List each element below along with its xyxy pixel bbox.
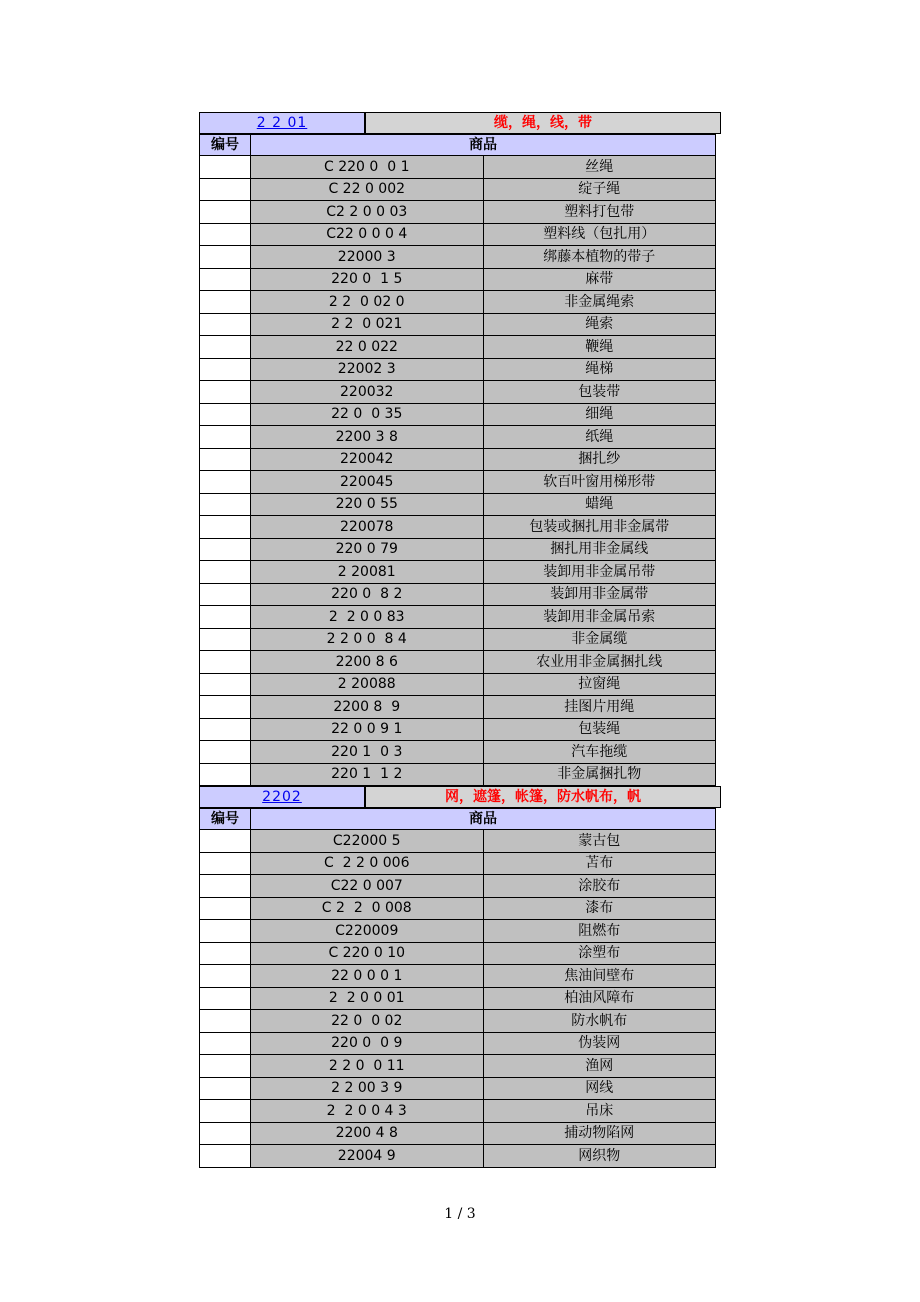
- goods-code-cell: 22 0 0 35: [251, 403, 484, 426]
- table-row: [200, 313, 716, 336]
- row-number-cell: [200, 696, 251, 719]
- goods-code-cell: 22 0 022: [251, 336, 484, 359]
- goods-name-cell: 包装带: [483, 381, 716, 404]
- row-number-cell: [200, 358, 251, 381]
- goods-table: [199, 134, 716, 786]
- row-number-cell: [200, 1010, 251, 1033]
- section-2202: [199, 786, 721, 1168]
- table-row: [200, 246, 716, 269]
- goods-name-cell: 鞭绳: [483, 336, 716, 359]
- row-number-cell: [200, 538, 251, 561]
- goods-table: [199, 808, 716, 1168]
- section-2201: [199, 112, 721, 786]
- goods-name-cell: 丝绳: [483, 156, 716, 179]
- table-row: [200, 1032, 716, 1055]
- goods-code-cell: 2 2 0 02 0: [251, 291, 484, 314]
- table-row: [200, 651, 716, 674]
- table-row: [200, 1100, 716, 1123]
- table-row: [200, 696, 716, 719]
- row-number-cell: [200, 628, 251, 651]
- table-row: [200, 830, 716, 853]
- goods-name-cell: 吊床: [483, 1100, 716, 1123]
- row-number-cell: [200, 561, 251, 584]
- goods-code-cell: 2200 8 9: [251, 696, 484, 719]
- goods-name-cell: 捆扎纱: [483, 448, 716, 471]
- category-code-cell: [199, 112, 365, 134]
- goods-name-cell: 蒙古包: [483, 830, 716, 853]
- goods-name-cell: 细绳: [483, 403, 716, 426]
- goods-code-cell: C 220 0 10: [251, 942, 484, 965]
- goods-name-cell: 麻带: [483, 268, 716, 291]
- table-row: [200, 1122, 716, 1145]
- goods-code-cell: 22 0 0 9 1: [251, 718, 484, 741]
- row-number-cell: [200, 875, 251, 898]
- row-number-cell: [200, 493, 251, 516]
- goods-name-cell: 渔网: [483, 1055, 716, 1078]
- goods-code-cell: C 220 0 0 1: [251, 156, 484, 179]
- row-number-cell: [200, 897, 251, 920]
- table-row: [200, 1077, 716, 1100]
- table-row: [200, 156, 716, 179]
- table-row: [200, 628, 716, 651]
- table-row: [200, 920, 716, 943]
- goods-name-cell: 拉窗绳: [483, 673, 716, 696]
- goods-code-cell: C22000 5: [251, 830, 484, 853]
- table-row: [200, 178, 716, 201]
- goods-code-cell: 22004 9: [251, 1145, 484, 1168]
- goods-name-cell: 网织物: [483, 1145, 716, 1168]
- row-number-cell: [200, 291, 251, 314]
- goods-code-cell: C2 2 0 0 03: [251, 201, 484, 224]
- goods-code-cell: 2 2 0 0 83: [251, 606, 484, 629]
- row-number-cell: [200, 920, 251, 943]
- row-number-cell: [200, 516, 251, 539]
- goods-name-cell: 塑料线（包扎用）: [483, 223, 716, 246]
- goods-name-cell: 捕动物陷网: [483, 1122, 716, 1145]
- table-row: [200, 538, 716, 561]
- goods-name-cell: 非金属缆: [483, 628, 716, 651]
- goods-code-cell: C220009: [251, 920, 484, 943]
- row-number-cell: [200, 336, 251, 359]
- goods-name-cell: 防水帆布: [483, 1010, 716, 1033]
- goods-code-cell: 220078: [251, 516, 484, 539]
- row-number-cell: [200, 741, 251, 764]
- goods-code-cell: 220 0 79: [251, 538, 484, 561]
- goods-code-cell: 22000 3: [251, 246, 484, 269]
- table-row: [200, 718, 716, 741]
- goods-code-cell: 220 0 1 5: [251, 268, 484, 291]
- table-row: [200, 763, 716, 786]
- header-number: 编号: [200, 809, 251, 830]
- table-row: [200, 875, 716, 898]
- goods-name-cell: 非金属捆扎物: [483, 763, 716, 786]
- goods-name-cell: 阻燃布: [483, 920, 716, 943]
- goods-code-cell: 2 2 0 0 8 4: [251, 628, 484, 651]
- goods-code-cell: C22 0 007: [251, 875, 484, 898]
- table-row: [200, 852, 716, 875]
- table-row: [200, 1055, 716, 1078]
- goods-code-cell: 220 1 0 3: [251, 741, 484, 764]
- row-number-cell: [200, 987, 251, 1010]
- row-number-cell: [200, 651, 251, 674]
- goods-code-cell: C 2 2 0 006: [251, 852, 484, 875]
- table-row: [200, 673, 716, 696]
- table-row: [200, 583, 716, 606]
- row-number-cell: [200, 313, 251, 336]
- table-row: [200, 381, 716, 404]
- category-title: 缆，绳，线，带: [364, 112, 721, 134]
- row-number-cell: [200, 1122, 251, 1145]
- row-number-cell: [200, 381, 251, 404]
- goods-code-cell: 2 2 0 0 4 3: [251, 1100, 484, 1123]
- header-number: 编号: [200, 135, 251, 156]
- row-number-cell: [200, 965, 251, 988]
- goods-name-cell: 焦油间壁布: [483, 965, 716, 988]
- table-row: [200, 336, 716, 359]
- table-row: [200, 448, 716, 471]
- goods-name-cell: 非金属绳索: [483, 291, 716, 314]
- row-number-cell: [200, 156, 251, 179]
- goods-code-cell: 22 0 0 0 1: [251, 965, 484, 988]
- row-number-cell: [200, 942, 251, 965]
- row-number-cell: [200, 403, 251, 426]
- table-row: [200, 606, 716, 629]
- table-row: [200, 1010, 716, 1033]
- goods-name-cell: 涂胶布: [483, 875, 716, 898]
- category-code-link[interactable]: 2202: [262, 789, 302, 805]
- table-row: [200, 291, 716, 314]
- goods-name-cell: 包装或捆扎用非金属带: [483, 516, 716, 539]
- goods-code-cell: C 2 2 0 008: [251, 897, 484, 920]
- table-row: [200, 897, 716, 920]
- goods-name-cell: 漆布: [483, 897, 716, 920]
- goods-name-cell: 绳梯: [483, 358, 716, 381]
- page-number: 1 / 3: [444, 1206, 476, 1222]
- table-row: [200, 426, 716, 449]
- goods-code-cell: C 22 0 002: [251, 178, 484, 201]
- row-number-cell: [200, 1077, 251, 1100]
- row-number-cell: [200, 178, 251, 201]
- goods-code-cell: 220045: [251, 471, 484, 494]
- goods-name-cell: 柏油风障布: [483, 987, 716, 1010]
- goods-code-cell: 2 20081: [251, 561, 484, 584]
- goods-code-cell: 22 0 0 02: [251, 1010, 484, 1033]
- row-number-cell: [200, 830, 251, 853]
- goods-name-cell: 网线: [483, 1077, 716, 1100]
- goods-code-cell: C22 0 0 0 4: [251, 223, 484, 246]
- goods-name-cell: 挂图片用绳: [483, 696, 716, 719]
- category-header: [199, 112, 721, 134]
- goods-name-cell: 软百叶窗用梯形带: [483, 471, 716, 494]
- row-number-cell: [200, 1100, 251, 1123]
- goods-name-cell: 装卸用非金属带: [483, 583, 716, 606]
- goods-name-cell: 包装绳: [483, 718, 716, 741]
- category-title: 网，遮篷，帐篷，防水帆布，帆: [364, 786, 721, 808]
- goods-name-cell: 涂塑布: [483, 942, 716, 965]
- goods-code-cell: 2 2 0 0 01: [251, 987, 484, 1010]
- category-code-cell: [199, 786, 365, 808]
- table-row: [200, 1145, 716, 1168]
- row-number-cell: [200, 673, 251, 696]
- table-row: [200, 516, 716, 539]
- row-number-cell: [200, 1032, 251, 1055]
- goods-code-cell: 2 2 0 0 11: [251, 1055, 484, 1078]
- goods-name-cell: 捆扎用非金属线: [483, 538, 716, 561]
- row-number-cell: [200, 448, 251, 471]
- goods-code-cell: 220 0 55: [251, 493, 484, 516]
- header-goods: 商品: [251, 135, 716, 156]
- table-row: [200, 471, 716, 494]
- row-number-cell: [200, 763, 251, 786]
- goods-code-cell: 220042: [251, 448, 484, 471]
- header-goods: 商品: [251, 809, 716, 830]
- row-number-cell: [200, 223, 251, 246]
- row-number-cell: [200, 426, 251, 449]
- table-row: [200, 493, 716, 516]
- goods-name-cell: 农业用非金属捆扎线: [483, 651, 716, 674]
- row-number-cell: [200, 1055, 251, 1078]
- goods-code-cell: 22002 3: [251, 358, 484, 381]
- row-number-cell: [200, 1145, 251, 1168]
- table-row: [200, 201, 716, 224]
- goods-name-cell: 塑料打包带: [483, 201, 716, 224]
- goods-code-cell: 220 1 1 2: [251, 763, 484, 786]
- row-number-cell: [200, 268, 251, 291]
- goods-name-cell: 苫布: [483, 852, 716, 875]
- table-row: [200, 987, 716, 1010]
- goods-code-cell: 2 2 00 3 9: [251, 1077, 484, 1100]
- goods-code-cell: 2 2 0 021: [251, 313, 484, 336]
- goods-name-cell: 绳索: [483, 313, 716, 336]
- goods-code-cell: 220032: [251, 381, 484, 404]
- goods-code-cell: 2200 8 6: [251, 651, 484, 674]
- goods-name-cell: 绽子绳: [483, 178, 716, 201]
- table-row: [200, 358, 716, 381]
- table-row: [200, 965, 716, 988]
- goods-name-cell: 蜡绳: [483, 493, 716, 516]
- goods-code-cell: 2200 3 8: [251, 426, 484, 449]
- table-header-row: [200, 809, 716, 830]
- goods-name-cell: 装卸用非金属吊索: [483, 606, 716, 629]
- table-row: [200, 561, 716, 584]
- category-code-link[interactable]: 2 2 01: [256, 115, 308, 131]
- table-header-row: [200, 135, 716, 156]
- row-number-cell: [200, 606, 251, 629]
- table-row: [200, 268, 716, 291]
- row-number-cell: [200, 201, 251, 224]
- category-header: [199, 786, 721, 808]
- goods-code-cell: 220 0 0 9: [251, 1032, 484, 1055]
- goods-code-cell: 2 20088: [251, 673, 484, 696]
- goods-name-cell: 绑藤本植物的带子: [483, 246, 716, 269]
- row-number-cell: [200, 718, 251, 741]
- goods-name-cell: 装卸用非金属吊带: [483, 561, 716, 584]
- row-number-cell: [200, 246, 251, 269]
- goods-name-cell: 汽车拖缆: [483, 741, 716, 764]
- goods-code-cell: 2200 4 8: [251, 1122, 484, 1145]
- goods-code-cell: 220 0 8 2: [251, 583, 484, 606]
- table-row: [200, 741, 716, 764]
- table-row: [200, 403, 716, 426]
- goods-name-cell: 伪装网: [483, 1032, 716, 1055]
- row-number-cell: [200, 852, 251, 875]
- row-number-cell: [200, 471, 251, 494]
- row-number-cell: [200, 583, 251, 606]
- goods-name-cell: 纸绳: [483, 426, 716, 449]
- table-row: [200, 942, 716, 965]
- table-row: [200, 223, 716, 246]
